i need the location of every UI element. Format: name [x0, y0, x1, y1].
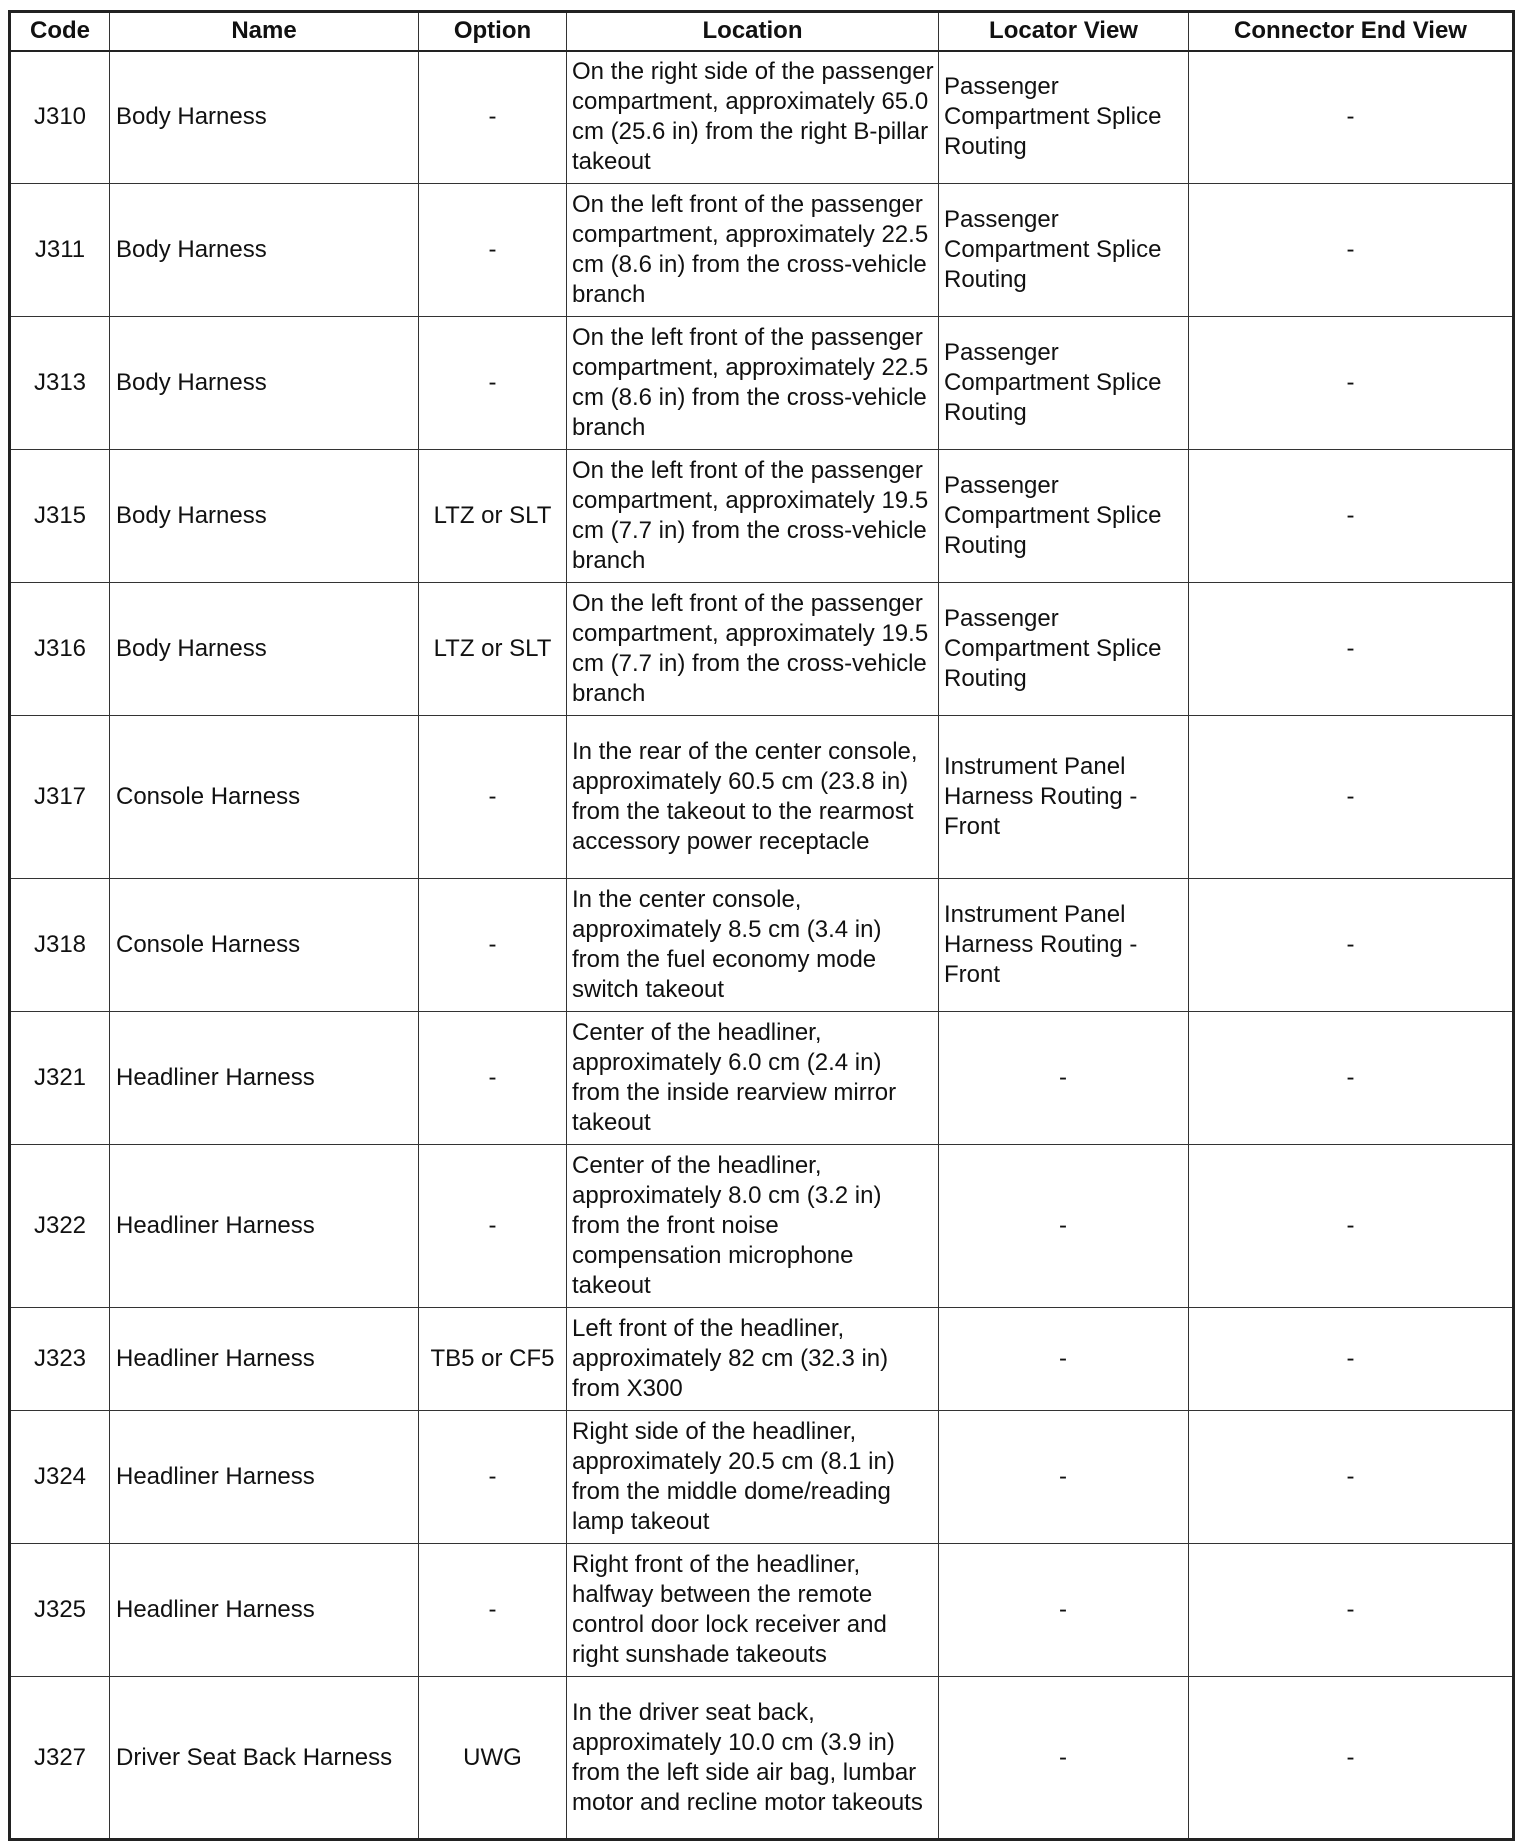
cell-code: J321 — [10, 1012, 110, 1145]
table-row — [10, 879, 1514, 1012]
cell-connector-end-view: - — [1189, 1544, 1514, 1677]
cell-code: J311 — [10, 184, 110, 317]
header-locator-view: Locator View — [939, 12, 1189, 51]
table-row — [10, 1411, 1514, 1544]
cell-code: J317 — [10, 716, 110, 879]
cell-name: Body Harness — [110, 450, 419, 583]
table-row — [10, 716, 1514, 879]
cell-name: Headliner Harness — [110, 1308, 419, 1411]
table-row — [10, 450, 1514, 583]
cell-locator-view: - — [939, 1145, 1189, 1308]
table-row — [10, 1145, 1514, 1308]
cell-location: Center of the headliner, approximately 8.0 cm (3.2 in) from the front noise compensation microphone takeout — [567, 1145, 939, 1308]
cell-code: J318 — [10, 879, 110, 1012]
cell-locator-view: - — [939, 1677, 1189, 1840]
cell-code: J322 — [10, 1145, 110, 1308]
cell-name: Body Harness — [110, 51, 419, 184]
table-row — [10, 583, 1514, 716]
cell-connector-end-view: - — [1189, 716, 1514, 879]
table-header-row — [10, 12, 1514, 51]
cell-locator-view: - — [939, 1012, 1189, 1145]
table-row — [10, 1012, 1514, 1145]
cell-name: Body Harness — [110, 184, 419, 317]
cell-option: - — [419, 317, 567, 450]
cell-option: - — [419, 879, 567, 1012]
splice-table-sheet — [8, 10, 1512, 1841]
cell-connector-end-view: - — [1189, 1145, 1514, 1308]
cell-location: On the left front of the passenger compartment, approximately 19.5 cm (7.7 in) from the cross-vehicle branch — [567, 450, 939, 583]
cell-location: In the rear of the center console, approximately 60.5 cm (23.8 in) from the takeout to the rearmost accessory power receptacle — [567, 716, 939, 879]
cell-name: Headliner Harness — [110, 1012, 419, 1145]
cell-location: Right side of the headliner, approximately 20.5 cm (8.1 in) from the middle dome/reading lamp takeout — [567, 1411, 939, 1544]
cell-code: J324 — [10, 1411, 110, 1544]
cell-locator-view: - — [939, 1411, 1189, 1544]
cell-option: - — [419, 1411, 567, 1544]
cell-option: TB5 or CF5 — [419, 1308, 567, 1411]
cell-name: Body Harness — [110, 583, 419, 716]
cell-location: On the left front of the passenger compartment, approximately 22.5 cm (8.6 in) from the cross-vehicle branch — [567, 317, 939, 450]
table-row — [10, 1677, 1514, 1840]
header-code: Code — [10, 12, 110, 51]
cell-connector-end-view: - — [1189, 450, 1514, 583]
header-location: Location — [567, 12, 939, 51]
table-row — [10, 1544, 1514, 1677]
cell-location: Left front of the headliner, approximately 82 cm (32.3 in) from X300 — [567, 1308, 939, 1411]
cell-option: - — [419, 1145, 567, 1308]
cell-location: Center of the headliner, approximately 6.0 cm (2.4 in) from the inside rearview mirror takeout — [567, 1012, 939, 1145]
cell-name: Headliner Harness — [110, 1544, 419, 1677]
cell-locator-view: Passenger Compartment Splice Routing — [939, 450, 1189, 583]
cell-code: J323 — [10, 1308, 110, 1411]
table-row — [10, 1308, 1514, 1411]
cell-locator-view: Instrument Panel Harness Routing - Front — [939, 879, 1189, 1012]
cell-connector-end-view: - — [1189, 1677, 1514, 1840]
cell-connector-end-view: - — [1189, 879, 1514, 1012]
cell-option: UWG — [419, 1677, 567, 1840]
cell-locator-view: - — [939, 1308, 1189, 1411]
cell-option: - — [419, 51, 567, 184]
cell-name: Console Harness — [110, 879, 419, 1012]
cell-location: On the left front of the passenger compartment, approximately 22.5 cm (8.6 in) from the cross-vehicle branch — [567, 184, 939, 317]
header-name: Name — [110, 12, 419, 51]
cell-connector-end-view: - — [1189, 51, 1514, 184]
cell-name: Body Harness — [110, 317, 419, 450]
cell-code: J313 — [10, 317, 110, 450]
cell-location: On the right side of the passenger compartment, approximately 65.0 cm (25.6 in) from the right B-pillar takeout — [567, 51, 939, 184]
cell-connector-end-view: - — [1189, 1411, 1514, 1544]
cell-name: Console Harness — [110, 716, 419, 879]
cell-option: LTZ or SLT — [419, 583, 567, 716]
cell-code: J310 — [10, 51, 110, 184]
cell-option: - — [419, 184, 567, 317]
table-row — [10, 51, 1514, 184]
cell-code: J315 — [10, 450, 110, 583]
cell-locator-view: Passenger Compartment Splice Routing — [939, 184, 1189, 317]
table-row — [10, 317, 1514, 450]
cell-connector-end-view: - — [1189, 317, 1514, 450]
header-option: Option — [419, 12, 567, 51]
cell-locator-view: Passenger Compartment Splice Routing — [939, 51, 1189, 184]
cell-connector-end-view: - — [1189, 1308, 1514, 1411]
cell-option: LTZ or SLT — [419, 450, 567, 583]
cell-location: In the driver seat back, approximately 10.0 cm (3.9 in) from the left side air bag, lumbar motor and recline motor takeouts — [567, 1677, 939, 1840]
cell-locator-view: Passenger Compartment Splice Routing — [939, 583, 1189, 716]
cell-code: J325 — [10, 1544, 110, 1677]
cell-name: Headliner Harness — [110, 1411, 419, 1544]
cell-locator-view: - — [939, 1544, 1189, 1677]
cell-name: Driver Seat Back Harness — [110, 1677, 419, 1840]
cell-locator-view: Passenger Compartment Splice Routing — [939, 317, 1189, 450]
cell-locator-view: Instrument Panel Harness Routing - Front — [939, 716, 1189, 879]
cell-option: - — [419, 716, 567, 879]
cell-option: - — [419, 1012, 567, 1145]
table-row — [10, 184, 1514, 317]
cell-connector-end-view: - — [1189, 184, 1514, 317]
cell-connector-end-view: - — [1189, 1012, 1514, 1145]
cell-name: Headliner Harness — [110, 1145, 419, 1308]
cell-location: Right front of the headliner, halfway between the remote control door lock receiver and right sunshade takeouts — [567, 1544, 939, 1677]
cell-code: J327 — [10, 1677, 110, 1840]
cell-location: On the left front of the passenger compartment, approximately 19.5 cm (7.7 in) from the cross-vehicle branch — [567, 583, 939, 716]
cell-code: J316 — [10, 583, 110, 716]
header-connector-end-view: Connector End View — [1189, 12, 1514, 51]
cell-connector-end-view: - — [1189, 583, 1514, 716]
cell-location: In the center console, approximately 8.5 cm (3.4 in) from the fuel economy mode switch takeout — [567, 879, 939, 1012]
cell-option: - — [419, 1544, 567, 1677]
splice-location-table — [8, 10, 1515, 1841]
